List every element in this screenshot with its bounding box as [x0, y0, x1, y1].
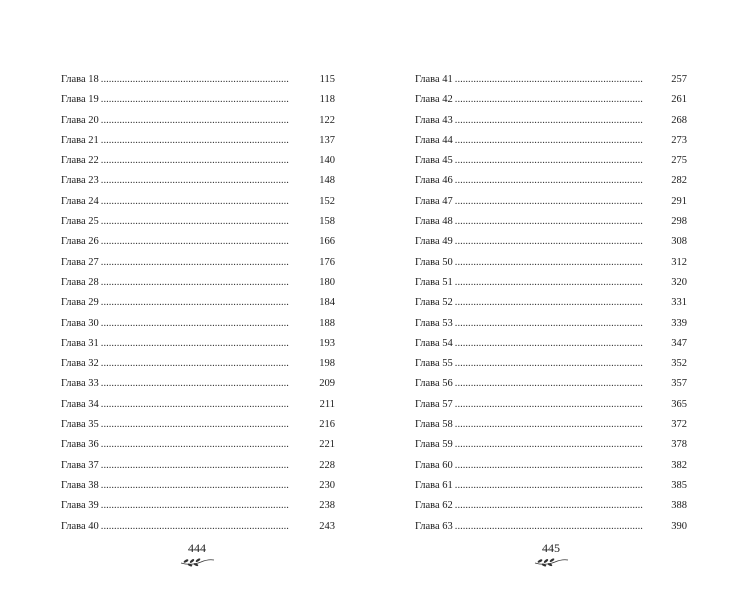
chapter-label: Глава 30 — [61, 317, 99, 329]
toc-entry — [415, 476, 687, 496]
chapter-page-number: 357 — [671, 378, 687, 390]
toc-entry — [61, 192, 335, 212]
chapter-page-number: 388 — [671, 500, 687, 512]
chapter-page-number: 312 — [671, 256, 687, 268]
toc-entry — [415, 253, 687, 273]
chapter-label: Глава 39 — [61, 500, 99, 512]
chapter-label: Глава 28 — [61, 276, 99, 288]
toc-entry — [61, 334, 335, 354]
dot-leader — [101, 435, 317, 455]
toc-entry — [61, 395, 335, 415]
chapter-label: Глава 53 — [415, 317, 453, 329]
chapter-label: Глава 29 — [61, 297, 99, 309]
chapter-label: Глава 44 — [415, 134, 453, 146]
toc-entry — [61, 111, 335, 131]
chapter-label: Глава 52 — [415, 297, 453, 309]
toc-entry — [61, 456, 335, 476]
toc-entry — [61, 435, 335, 455]
toc-entry — [61, 517, 335, 537]
dot-leader — [101, 314, 317, 334]
chapter-label: Глава 34 — [61, 398, 99, 410]
chapter-page-number: 158 — [319, 216, 335, 228]
chapter-label: Глава 49 — [415, 236, 453, 248]
toc-entry — [61, 90, 335, 110]
chapter-page-number: 122 — [319, 114, 335, 126]
chapter-label: Глава 41 — [415, 74, 453, 85]
dot-leader — [455, 90, 669, 110]
chapter-label: Глава 21 — [61, 134, 99, 146]
page-number: 444 — [188, 541, 206, 555]
page-footer — [521, 541, 581, 567]
dot-leader — [101, 111, 317, 131]
chapter-page-number: 228 — [319, 459, 335, 471]
dot-leader — [455, 496, 669, 516]
dot-leader — [101, 212, 317, 232]
chapter-label: Глава 42 — [415, 94, 453, 106]
chapter-label: Глава 45 — [415, 155, 453, 167]
chapter-page-number: 137 — [319, 134, 335, 146]
leaf-sprig-icon — [167, 555, 227, 567]
dot-leader — [455, 171, 669, 191]
dot-leader — [101, 415, 317, 435]
chapter-page-number: 308 — [671, 236, 687, 248]
toc-entry — [415, 435, 687, 455]
chapter-label: Глава 59 — [415, 439, 453, 451]
dot-leader — [101, 374, 317, 394]
toc-entry — [415, 90, 687, 110]
chapter-label: Глава 60 — [415, 459, 453, 471]
chapter-page-number: 216 — [319, 419, 335, 431]
toc-entry — [415, 314, 687, 334]
dot-leader — [101, 456, 317, 476]
dot-leader — [101, 70, 318, 90]
chapter-label: Глава 32 — [61, 358, 99, 370]
toc-entry — [61, 70, 335, 90]
toc-entry — [61, 374, 335, 394]
dot-leader — [455, 334, 669, 354]
dot-leader — [455, 476, 669, 496]
chapter-page-number: 268 — [671, 114, 687, 126]
chapter-page-number: 238 — [319, 500, 335, 512]
chapter-label: Глава 62 — [415, 500, 453, 512]
dot-leader — [455, 111, 669, 131]
dot-leader — [101, 496, 317, 516]
chapter-label: Глава 19 — [61, 94, 99, 106]
dot-leader — [101, 192, 317, 212]
dot-leader — [455, 151, 669, 171]
toc-entry — [415, 517, 687, 537]
chapter-page-number: 184 — [319, 297, 335, 309]
dot-leader — [101, 232, 317, 252]
chapter-label: Глава 43 — [415, 114, 453, 126]
chapter-page-number: 385 — [671, 479, 687, 491]
toc-entry — [61, 415, 335, 435]
chapter-label: Глава 55 — [415, 358, 453, 370]
dot-leader — [101, 517, 317, 537]
chapter-page-number: 176 — [319, 256, 335, 268]
dot-leader — [455, 456, 669, 476]
toc-entry — [415, 232, 687, 252]
toc-entry — [61, 293, 335, 313]
dot-leader — [455, 253, 669, 273]
chapter-label: Глава 25 — [61, 216, 99, 228]
chapter-page-number: 257 — [671, 74, 687, 85]
chapter-page-number: 298 — [671, 216, 687, 228]
chapter-page-number: 282 — [671, 175, 687, 187]
chapter-page-number: 140 — [319, 155, 335, 167]
right-page — [375, 0, 750, 606]
chapter-label: Глава 26 — [61, 236, 99, 248]
chapter-page-number: 291 — [671, 195, 687, 207]
chapter-label: Глава 18 — [61, 74, 99, 85]
dot-leader — [101, 273, 317, 293]
dot-leader — [101, 476, 317, 496]
chapter-page-number: 372 — [671, 419, 687, 431]
dot-leader — [101, 334, 317, 354]
toc-entry — [61, 273, 335, 293]
toc-entry — [61, 314, 335, 334]
dot-leader — [101, 151, 317, 171]
toc-entry — [61, 171, 335, 191]
chapter-page-number: 198 — [319, 358, 335, 370]
toc-entry — [415, 354, 687, 374]
dot-leader — [455, 415, 669, 435]
toc-entry — [415, 496, 687, 516]
chapter-page-number: 382 — [671, 459, 687, 471]
chapter-label: Глава 23 — [61, 175, 99, 187]
dot-leader — [455, 232, 669, 252]
chapter-label: Глава 50 — [415, 256, 453, 268]
chapter-label: Глава 46 — [415, 175, 453, 187]
toc-entry — [61, 232, 335, 252]
toc-entry — [415, 415, 687, 435]
chapter-page-number: 180 — [319, 276, 335, 288]
chapter-label: Глава 61 — [415, 479, 453, 491]
dot-leader — [101, 293, 317, 313]
chapter-page-number: 390 — [671, 520, 687, 532]
chapter-label: Глава 20 — [61, 114, 99, 126]
toc-entry — [415, 395, 687, 415]
chapter-label: Глава 27 — [61, 256, 99, 268]
chapter-label: Глава 40 — [61, 520, 99, 532]
chapter-page-number: 115 — [319, 74, 335, 85]
chapter-page-number: 273 — [671, 134, 687, 146]
toc-entry — [415, 151, 687, 171]
page-number: 445 — [542, 541, 560, 555]
chapter-page-number: 261 — [671, 94, 687, 106]
chapter-label: Глава 58 — [415, 419, 453, 431]
dot-leader — [101, 90, 318, 110]
page-footer — [167, 541, 227, 567]
dot-leader — [455, 131, 669, 151]
toc-entry — [415, 293, 687, 313]
dot-leader — [455, 293, 669, 313]
chapter-page-number: 230 — [319, 479, 335, 491]
chapter-label: Глава 31 — [61, 337, 99, 349]
dot-leader — [455, 395, 669, 415]
toc-entry — [61, 151, 335, 171]
chapter-page-number: 193 — [319, 337, 335, 349]
toc-entry — [415, 334, 687, 354]
toc-entry — [61, 354, 335, 374]
dot-leader — [101, 354, 317, 374]
toc-entry — [61, 253, 335, 273]
toc-entry — [415, 456, 687, 476]
chapter-page-number: 331 — [671, 297, 687, 309]
dot-leader — [455, 314, 669, 334]
chapter-label: Глава 63 — [415, 520, 453, 532]
chapter-label: Глава 35 — [61, 419, 99, 431]
chapter-page-number: 152 — [319, 195, 335, 207]
toc-entry — [415, 171, 687, 191]
chapter-label: Глава 22 — [61, 155, 99, 167]
toc-entry — [61, 476, 335, 496]
chapter-label: Глава 36 — [61, 439, 99, 451]
chapter-page-number: 320 — [671, 276, 687, 288]
chapter-page-number: 365 — [671, 398, 687, 410]
chapter-page-number: 211 — [319, 398, 335, 410]
dot-leader — [101, 171, 317, 191]
table-of-contents — [61, 70, 335, 537]
toc-entry — [415, 212, 687, 232]
chapter-label: Глава 48 — [415, 216, 453, 228]
chapter-page-number: 347 — [671, 337, 687, 349]
dot-leader — [101, 131, 317, 151]
chapter-page-number: 243 — [319, 520, 335, 532]
toc-entry — [415, 111, 687, 131]
chapter-page-number: 275 — [671, 155, 687, 167]
chapter-page-number: 352 — [671, 358, 687, 370]
chapter-label: Глава 56 — [415, 378, 453, 390]
table-of-contents — [415, 70, 687, 537]
toc-entry — [61, 212, 335, 232]
chapter-page-number: 148 — [319, 175, 335, 187]
chapter-page-number: 209 — [319, 378, 335, 390]
toc-entry — [415, 273, 687, 293]
chapter-label: Глава 24 — [61, 195, 99, 207]
chapter-label: Глава 38 — [61, 479, 99, 491]
dot-leader — [455, 70, 669, 90]
dot-leader — [455, 517, 669, 537]
dot-leader — [455, 374, 669, 394]
dot-leader — [455, 192, 669, 212]
toc-entry — [61, 496, 335, 516]
chapter-page-number: 221 — [319, 439, 335, 451]
chapter-page-number: 188 — [319, 317, 335, 329]
chapter-label: Глава 54 — [415, 337, 453, 349]
dot-leader — [455, 435, 669, 455]
dot-leader — [101, 253, 317, 273]
chapter-page-number: 166 — [319, 236, 335, 248]
toc-entry — [415, 374, 687, 394]
toc-entry — [61, 131, 335, 151]
chapter-label: Глава 33 — [61, 378, 99, 390]
dot-leader — [101, 395, 318, 415]
chapter-page-number: 118 — [319, 94, 335, 106]
toc-entry — [415, 70, 687, 90]
toc-entry — [415, 192, 687, 212]
dot-leader — [455, 212, 669, 232]
chapter-label: Глава 51 — [415, 276, 453, 288]
chapter-page-number: 378 — [671, 439, 687, 451]
dot-leader — [455, 273, 669, 293]
chapter-label: Глава 57 — [415, 398, 453, 410]
toc-entry — [415, 131, 687, 151]
leaf-sprig-icon — [521, 555, 581, 567]
chapter-page-number: 339 — [671, 317, 687, 329]
chapter-label: Глава 47 — [415, 195, 453, 207]
dot-leader — [455, 354, 669, 374]
chapter-label: Глава 37 — [61, 459, 99, 471]
